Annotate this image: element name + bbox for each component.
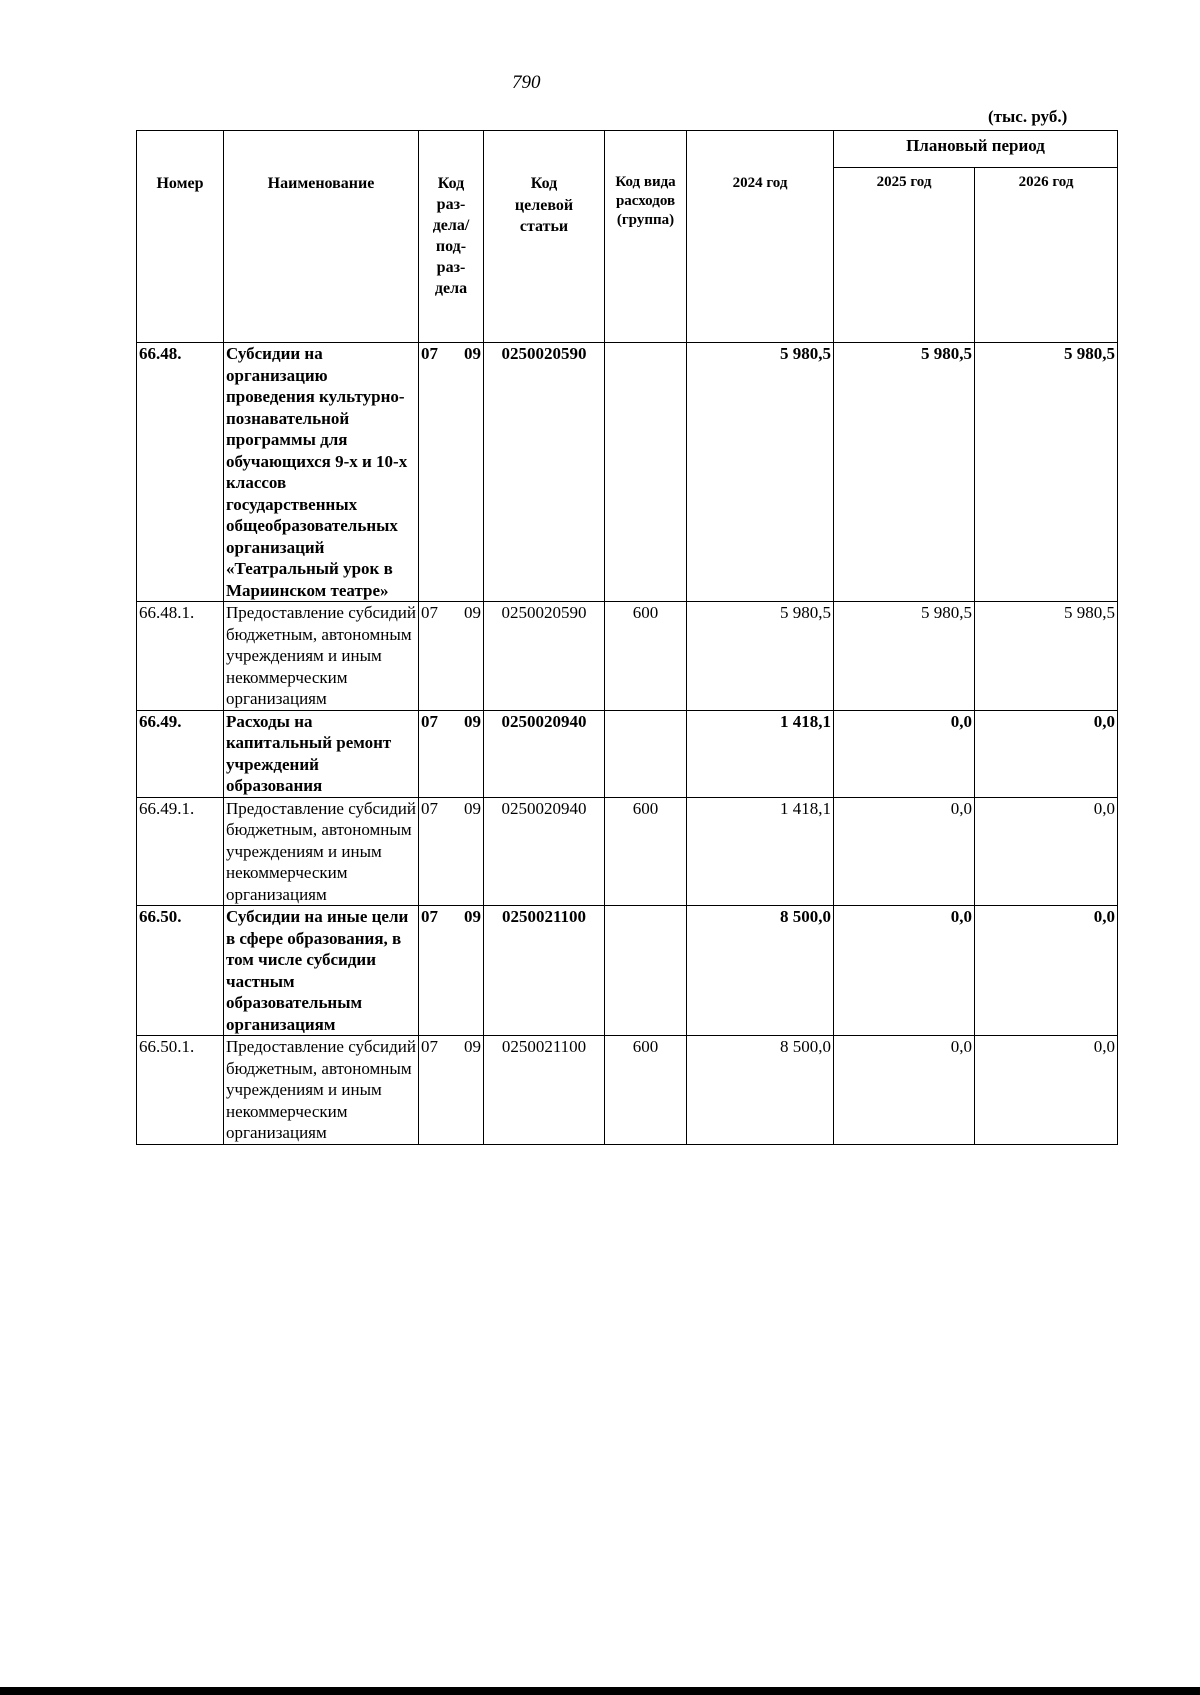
page-number: 790 xyxy=(512,72,541,93)
header-expense-type: Код вида расходов (группа) xyxy=(605,131,687,343)
row-2026: 0,0 xyxy=(975,906,1118,1036)
header-section: Код раз- дела/ под- раз- дела xyxy=(419,131,484,343)
row-2026: 0,0 xyxy=(975,710,1118,797)
row-2026: 0,0 xyxy=(975,1036,1118,1145)
budget-table xyxy=(136,130,1118,1145)
row-2026: 5 980,5 xyxy=(975,602,1118,711)
row-section-code: 07 xyxy=(421,603,438,622)
header-number: Номер xyxy=(137,131,224,343)
table-row xyxy=(137,602,1118,711)
table-row xyxy=(137,797,1118,906)
row-2025: 5 980,5 xyxy=(834,343,975,602)
row-section-code: 07 xyxy=(421,711,438,731)
header-target: Код целевой статьи xyxy=(484,131,605,343)
row-section xyxy=(419,1036,484,1145)
row-target: 0250020940 xyxy=(484,710,605,797)
row-2024: 1 418,1 xyxy=(687,710,834,797)
row-subsection-code: 09 xyxy=(464,798,481,818)
table-row xyxy=(137,710,1118,797)
row-section xyxy=(419,797,484,906)
row-expense-type: 600 xyxy=(605,1036,687,1145)
header-row-top xyxy=(137,131,1118,168)
row-target: 0250020940 xyxy=(484,797,605,906)
row-section xyxy=(419,906,484,1036)
row-expense-type: 600 xyxy=(605,797,687,906)
row-name: Предоставление субсидий бюджетным, автономным учреждениям и иным некоммерческим организациям xyxy=(224,602,419,711)
table-row xyxy=(137,343,1118,602)
row-name: Предоставление субсидий бюджетным, автономным учреждениям и иным некоммерческим организациям xyxy=(224,1036,419,1145)
row-name: Расходы на капитальный ремонт учреждений образования xyxy=(224,710,419,797)
row-target: 0250021100 xyxy=(484,906,605,1036)
row-2024: 8 500,0 xyxy=(687,906,834,1036)
header-planned-period: Плановый период xyxy=(834,131,1118,168)
header-2026: 2026 год xyxy=(975,168,1118,343)
row-subsection-code: 09 xyxy=(464,711,481,731)
row-name: Субсидии на иные цели в сфере образования, в том числе субсидии частным образовательным организациям xyxy=(224,906,419,1036)
scan-bottom-edge xyxy=(0,1687,1200,1695)
row-target: 0250021100 xyxy=(484,1036,605,1145)
row-section-code: 07 xyxy=(421,798,438,818)
row-subsection-code: 09 xyxy=(464,907,481,926)
row-subsection-code: 09 xyxy=(464,1037,481,1056)
header-2025: 2025 год xyxy=(834,168,975,343)
row-expense-type: 600 xyxy=(605,602,687,711)
row-expense-type xyxy=(605,710,687,797)
row-2025: 5 980,5 xyxy=(834,602,975,711)
row-2024: 1 418,1 xyxy=(687,797,834,906)
row-number: 66.48. xyxy=(137,343,224,602)
row-section xyxy=(419,710,484,797)
table-row xyxy=(137,906,1118,1036)
row-section-code: 07 xyxy=(421,907,438,926)
row-number: 66.49.1. xyxy=(137,797,224,906)
row-number: 66.49. xyxy=(137,710,224,797)
row-number: 66.50. xyxy=(137,906,224,1036)
row-number: 66.48.1. xyxy=(137,602,224,711)
row-target: 0250020590 xyxy=(484,343,605,602)
row-subsection-code: 09 xyxy=(464,344,481,363)
row-number: 66.50.1. xyxy=(137,1036,224,1145)
row-2025: 0,0 xyxy=(834,710,975,797)
header-name: Наименование xyxy=(224,131,419,343)
row-section xyxy=(419,602,484,711)
row-name: Предоставление субсидий бюджетным, автономным учреждениям и иным некоммерческим организациям xyxy=(224,797,419,906)
row-2025: 0,0 xyxy=(834,797,975,906)
table-row xyxy=(137,1036,1118,1145)
row-2026: 5 980,5 xyxy=(975,343,1118,602)
row-section xyxy=(419,343,484,602)
row-section-code: 07 xyxy=(421,344,438,363)
row-expense-type xyxy=(605,343,687,602)
row-subsection-code: 09 xyxy=(464,603,481,622)
units-label: (тыс. руб.) xyxy=(988,107,1068,126)
row-2024: 5 980,5 xyxy=(687,602,834,711)
row-2024: 8 500,0 xyxy=(687,1036,834,1145)
row-section-code: 07 xyxy=(421,1037,438,1056)
header-2024: 2024 год xyxy=(687,131,834,343)
row-expense-type xyxy=(605,906,687,1036)
row-2025: 0,0 xyxy=(834,1036,975,1145)
row-2024: 5 980,5 xyxy=(687,343,834,602)
row-2025: 0,0 xyxy=(834,906,975,1036)
row-name: Субсидии на организацию проведения культурно-познавательной программы для обучающихся 9-х и 10-х классов государственных общеобразовательных организаций «Театральный урок в Мариинском театре» xyxy=(224,343,419,602)
row-2026: 0,0 xyxy=(975,797,1118,906)
row-target: 0250020590 xyxy=(484,602,605,711)
